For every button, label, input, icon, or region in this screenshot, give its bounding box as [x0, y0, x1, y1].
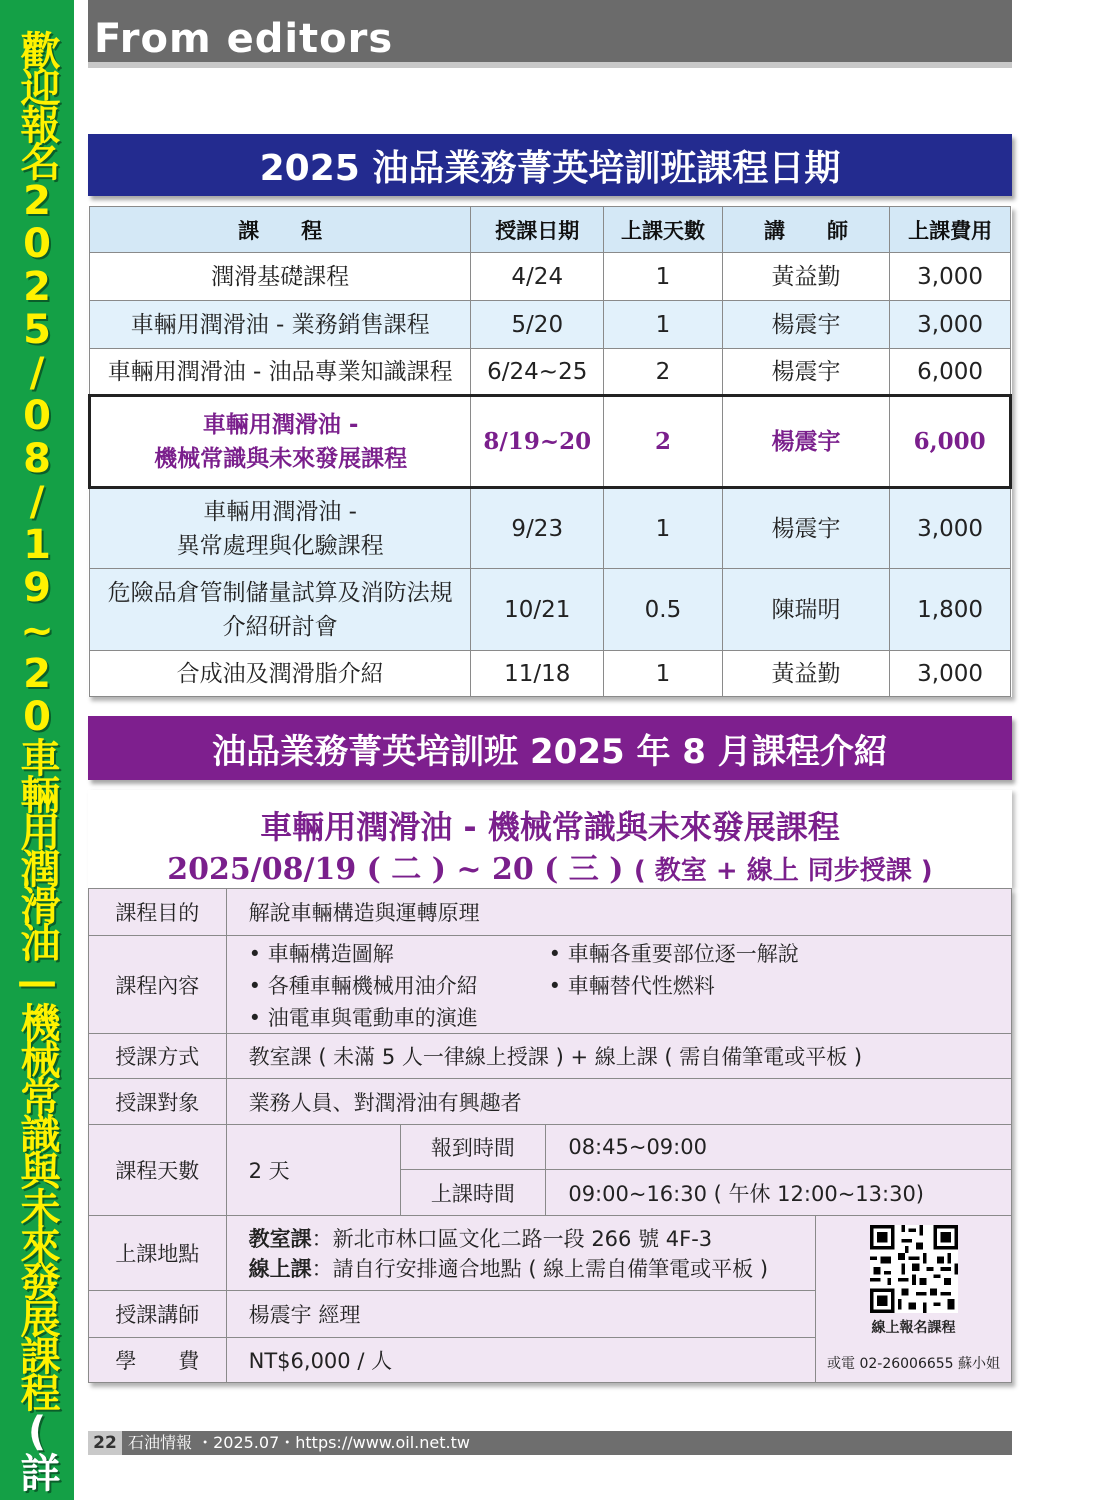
course-cell — [90, 396, 471, 488]
sidebar-promo-main: 歡迎報名2025/08/19~20車輛用潤滑油—機械常識與未來發展課程 — [14, 30, 60, 1409]
audience-value: 業務人員、對潤滑油有興趣者 — [226, 1079, 1011, 1125]
header-title: From editors — [94, 16, 394, 62]
date-cell: 11/18 — [471, 651, 604, 697]
method-value: 教室課 ( 未滿 5 人一律線上授課 ) + 線上課 ( 需自備筆電或平板 ) — [226, 1034, 1011, 1079]
course-mode: ( 教室 + 線上 同步授課 ) — [633, 856, 933, 886]
detail-row-audience — [89, 1079, 1012, 1125]
fee-cell: 6,000 — [890, 396, 1011, 488]
col-days: 上課天數 — [604, 207, 723, 253]
location-value — [226, 1216, 815, 1291]
days-label: 課程天數 — [89, 1125, 227, 1216]
detail-row-content — [89, 936, 1012, 1034]
course-line-1: 車輛用潤滑油 - — [202, 411, 359, 438]
teacher-cell: 楊震宇 — [722, 301, 889, 349]
fee-label: 學 費 — [89, 1338, 227, 1383]
detail-row-days — [89, 1125, 1012, 1170]
classroom-address: ：新北市林口區文化二路一段 266 號 4F-3 — [311, 1227, 713, 1251]
days-value: 2 天 — [226, 1125, 400, 1216]
list-item: • 車輛各重要部位逐一解說 — [549, 938, 849, 968]
date-cell: 6/24~25 — [471, 349, 604, 396]
date-cell: 4/24 — [471, 253, 604, 301]
online-label: 線上課 — [248, 1257, 312, 1281]
fee-cell: 1,800 — [890, 569, 1011, 651]
instructor-value: 楊震宇 經理 — [226, 1291, 815, 1338]
content-label: 課程內容 — [89, 936, 227, 1034]
footer-text: 石油情報 ・2025.07・https://www.oil.net.tw — [128, 1433, 470, 1452]
col-course: 課 程 — [90, 207, 471, 253]
qr-code-icon[interactable] — [870, 1225, 958, 1313]
fee-cell: 3,000 — [890, 488, 1011, 569]
course-cell — [90, 569, 471, 651]
course-cell: 車輛用潤滑油 - 業務銷售課程 — [90, 301, 471, 349]
purpose-label: 課程目的 — [89, 889, 227, 936]
course-line-1: 危險品倉管制儲量試算及消防法規 — [107, 579, 453, 606]
method-label: 授課方式 — [89, 1034, 227, 1079]
table-row — [90, 349, 1011, 396]
location-label: 上課地點 — [89, 1216, 227, 1291]
course-title: 車輛用潤滑油 - 機械常識與未來發展課程 — [260, 808, 840, 846]
schedule-table — [88, 206, 1012, 697]
page-number: 22 — [88, 1431, 122, 1455]
table-row — [90, 569, 1011, 651]
days-cell: 1 — [604, 253, 723, 301]
instructor-label: 授課講師 — [89, 1291, 227, 1338]
date-cell: 5/20 — [471, 301, 604, 349]
course-line-2: 異常處理與化驗課程 — [176, 532, 384, 559]
date-cell: 9/23 — [471, 488, 604, 569]
course-cell — [90, 488, 471, 569]
class-time-value: 09:00~16:30 ( 午休 12:00~13:30) — [546, 1170, 1012, 1216]
qr-cell — [816, 1216, 1012, 1383]
sidebar-promo-text — [6, 30, 68, 1500]
fee-cell: 3,000 — [890, 301, 1011, 349]
date-cell: 8/19~20 — [471, 396, 604, 488]
sidebar-promo-tail: (詳 — [14, 1409, 60, 1489]
course-cell: 潤滑基礎課程 — [90, 253, 471, 301]
course-intro-box — [88, 790, 1012, 888]
course-date-line — [88, 844, 1012, 888]
teacher-cell: 楊震宇 — [722, 488, 889, 569]
col-date: 授課日期 — [471, 207, 604, 253]
col-fee: 上課費用 — [890, 207, 1011, 253]
footer-bar — [88, 1431, 1012, 1455]
intro-banner: 油品業務菁英培訓班 2025 年 8 月課程介紹 — [88, 716, 1012, 780]
course-line-2: 機械常識與未來發展課程 — [154, 445, 408, 472]
table-row-highlighted — [90, 396, 1011, 488]
course-dates: 2025/08/19 ( 二 ) ~ 20 ( 三 ) — [167, 852, 624, 887]
table-row — [90, 488, 1011, 569]
teacher-cell: 黃益勤 — [722, 651, 889, 697]
purpose-value: 解說車輛構造與運轉原理 — [226, 889, 1011, 936]
sidebar — [0, 0, 74, 1500]
date-cell: 10/21 — [471, 569, 604, 651]
days-cell: 1 — [604, 651, 723, 697]
course-line-2: 介紹研討會 — [222, 613, 338, 640]
teacher-cell: 楊震宇 — [722, 396, 889, 488]
list-item: • 車輛構造圖解 — [249, 938, 549, 968]
schedule-header-row — [90, 207, 1011, 253]
table-row — [90, 253, 1011, 301]
course-cell: 車輛用潤滑油 - 油品專業知識課程 — [90, 349, 471, 396]
table-row — [90, 651, 1011, 697]
detail-row-method — [89, 1034, 1012, 1079]
list-item: • 車輛替代性燃料 — [549, 970, 849, 1000]
detail-row-purpose — [89, 889, 1012, 936]
days-cell: 2 — [604, 349, 723, 396]
course-cell: 合成油及潤滑脂介紹 — [90, 651, 471, 697]
course-detail-table — [88, 888, 1012, 1383]
course-line-1: 車輛用潤滑油 - — [203, 498, 357, 525]
list-item: • 油電車與電動車的演進 — [249, 1002, 549, 1032]
class-time-label: 上課時間 — [400, 1170, 546, 1216]
header-underline — [88, 62, 1012, 68]
days-cell: 1 — [604, 301, 723, 349]
list-item: • 各種車輛機械用油介紹 — [249, 970, 549, 1000]
teacher-cell: 黃益勤 — [722, 253, 889, 301]
detail-row-location — [89, 1216, 1012, 1291]
checkin-value: 08:45~09:00 — [546, 1125, 1012, 1170]
teacher-cell: 楊震宇 — [722, 349, 889, 396]
teacher-cell: 陳瑞明 — [722, 569, 889, 651]
schedule-banner: 2025 油品業務菁英培訓班課程日期 — [88, 134, 1012, 196]
fee-cell: 6,000 — [890, 349, 1011, 396]
fee-cell: 3,000 — [890, 651, 1011, 697]
qr-caption: 線上報名課程 — [871, 1320, 956, 1336]
checkin-label: 報到時間 — [400, 1125, 546, 1170]
fee-cell: 3,000 — [890, 253, 1011, 301]
fee-value: NT$6,000 / 人 — [226, 1338, 815, 1383]
days-cell: 1 — [604, 488, 723, 569]
content-list — [226, 936, 1011, 1034]
days-cell: 0.5 — [604, 569, 723, 651]
audience-label: 授課對象 — [89, 1079, 227, 1125]
online-note: ：請自行安排適合地點 ( 線上需自備筆電或平板 ) — [311, 1257, 769, 1281]
contact-phone: 或電 02-26006655 蘇小姐 — [827, 1356, 1001, 1372]
days-cell: 2 — [604, 396, 723, 488]
classroom-label: 教室課 — [248, 1227, 312, 1251]
table-row — [90, 301, 1011, 349]
col-teacher: 講 師 — [722, 207, 889, 253]
